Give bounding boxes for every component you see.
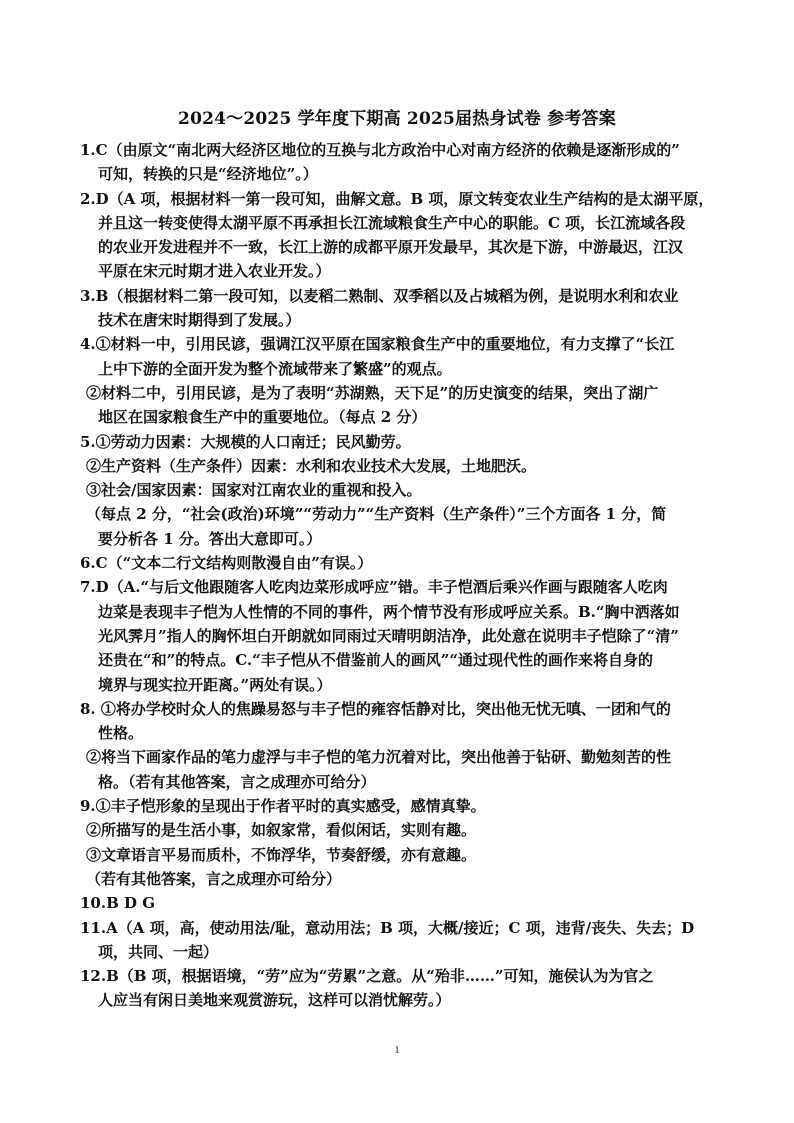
answer-line: 技术在唐宋时期得到了发展。） <box>98 311 301 330</box>
answer-line: 人应当有闲日美地来观赏游玩，这样可以消忧解劳。） <box>98 991 451 1010</box>
answer-line: 可知，转换的只是“经济地位”。） <box>98 165 318 184</box>
answer-content <box>80 138 720 1013</box>
answer-line: ②所描写的是生活小事，如叙家常，看似闲话，实则有趣。 <box>86 821 477 840</box>
answer-line: （若有其他答案，言之成理亦可给分） <box>86 869 342 888</box>
answer-line: 格。（若有其他答案，言之成理亦可给分） <box>98 772 376 791</box>
answer-line: 10.B D G <box>80 894 156 913</box>
answer-line: 4.①材料一中，引用民谚，强调江汉平原在国家粮食生产中的重要地位，有力支撑了“长江 <box>80 335 675 354</box>
answer-line: （每点 2 分，“社会(政治)环境”“劳动力”“生产资料（生产条件）”三个方面各 1 分，简 <box>86 505 667 524</box>
answer-line: 11.A（A 项，高，使动用法/耻，意动用法；B 项，大概/接近；C 项，违背/丧失、失去；D <box>80 918 695 937</box>
answer-line: 地区在国家粮食生产中的重要地位。（每点 2 分） <box>98 408 427 427</box>
page-number: 1 <box>394 1044 400 1056</box>
answer-line: 8. ①将办学校时众人的焦躁易怒与丰子恺的雍容恬静对比，突出他无忧无嗔、一团和气的 <box>80 699 671 718</box>
answer-line: 性格。 <box>98 724 144 743</box>
answer-line: ③文章语言平易而质朴，不饰浮华，节奏舒缓，亦有意趣。 <box>86 845 477 864</box>
answer-line: 2.D（A 项，根据材料一第一段可知，曲解文意。B 项，原文转变农业生产结构的是太湖平原， <box>80 189 714 208</box>
answer-line: 7.D（A.“与后文他跟随客人吃肉边菜形成呼应”错。丰子恺酒后乘兴作画与跟随客人吃肉 <box>80 578 668 597</box>
answer-line: 上中下游的全面开发为整个流域带来了繁盛”的观点。 <box>98 359 452 378</box>
answer-line: ②生产资料（生产条件）因素：水利和农业技术大发展，土地肥沃。 <box>86 456 537 475</box>
answer-line: 3.B（根据材料二第一段可知，以麦稻二熟制、双季稻以及占城稻为例，是说明水利和农业 <box>80 286 679 305</box>
answer-line: 项，共同、一起） <box>98 942 219 961</box>
answer-line: 平原在宋元时期才进入农业开发。） <box>98 262 331 281</box>
answer-line: 境界与现实拉开距离。”两处有误。） <box>98 675 332 694</box>
answer-line: 5.①劳动力因素：大规模的人口南迁；民风勤劳。 <box>80 432 411 451</box>
answer-line: 9.①丰子恺形象的呈现出于作者平时的真实感受，感情真挚。 <box>80 797 486 816</box>
answer-line: 要分析各 1 分。答出大意即可。） <box>98 529 322 548</box>
answer-line: 6.C（“文本二行文结构则散漫自由”有误。） <box>80 554 373 573</box>
answer-line: ②材料二中，引用民谚，是为了表明“苏湖熟，天下足”的历史演变的结果，突出了湖广 <box>86 383 659 402</box>
answer-line: ②将当下画家作品的笔力虚浮与丰子恺的笔力沉着对比，突出他善于钻研、勤勉刻苦的性 <box>86 748 672 767</box>
answer-line: ③社会/国家因素：国家对江南农业的重视和投入。 <box>86 481 422 500</box>
answer-line: 光风霁月”指人的胸怀坦白开朗就如同雨过天晴明朗洁净，此处意在说明丰子恺除了“清” <box>98 626 679 645</box>
answer-line: 的农业开发进程并不一致，长江上游的成都平原开发最早，其次是下游，中游最迟，江汉 <box>98 238 684 257</box>
page-title: 2024～2025 学年度下期高 2025届热身试卷 参考答案 <box>178 109 616 129</box>
answer-line: 边菜是表现丰子恺为人性情的不同的事件，两个情节没有形成呼应关系。B.“胸中洒落如 <box>98 602 680 621</box>
answer-line: 12.B（B 项，根据语境，“劳”应为“劳累”之意。从“殆非……”可知，施侯认为为官之 <box>80 967 654 986</box>
answer-line: 还贵在“和”的特点。C.“丰子恺从不借鉴前人的画风”“通过现代性的画作来将自身的 <box>98 651 654 670</box>
answer-line: 1.C（由原文“南北两大经济区地位的互换与北方政治中心对南方经济的依赖是逐渐形成的” <box>80 141 680 159</box>
answer-line: 并且这一转变使得太湖平原不再承担长江流域粮食生产中心的职能。C 项，长江流域各段 <box>98 213 686 232</box>
